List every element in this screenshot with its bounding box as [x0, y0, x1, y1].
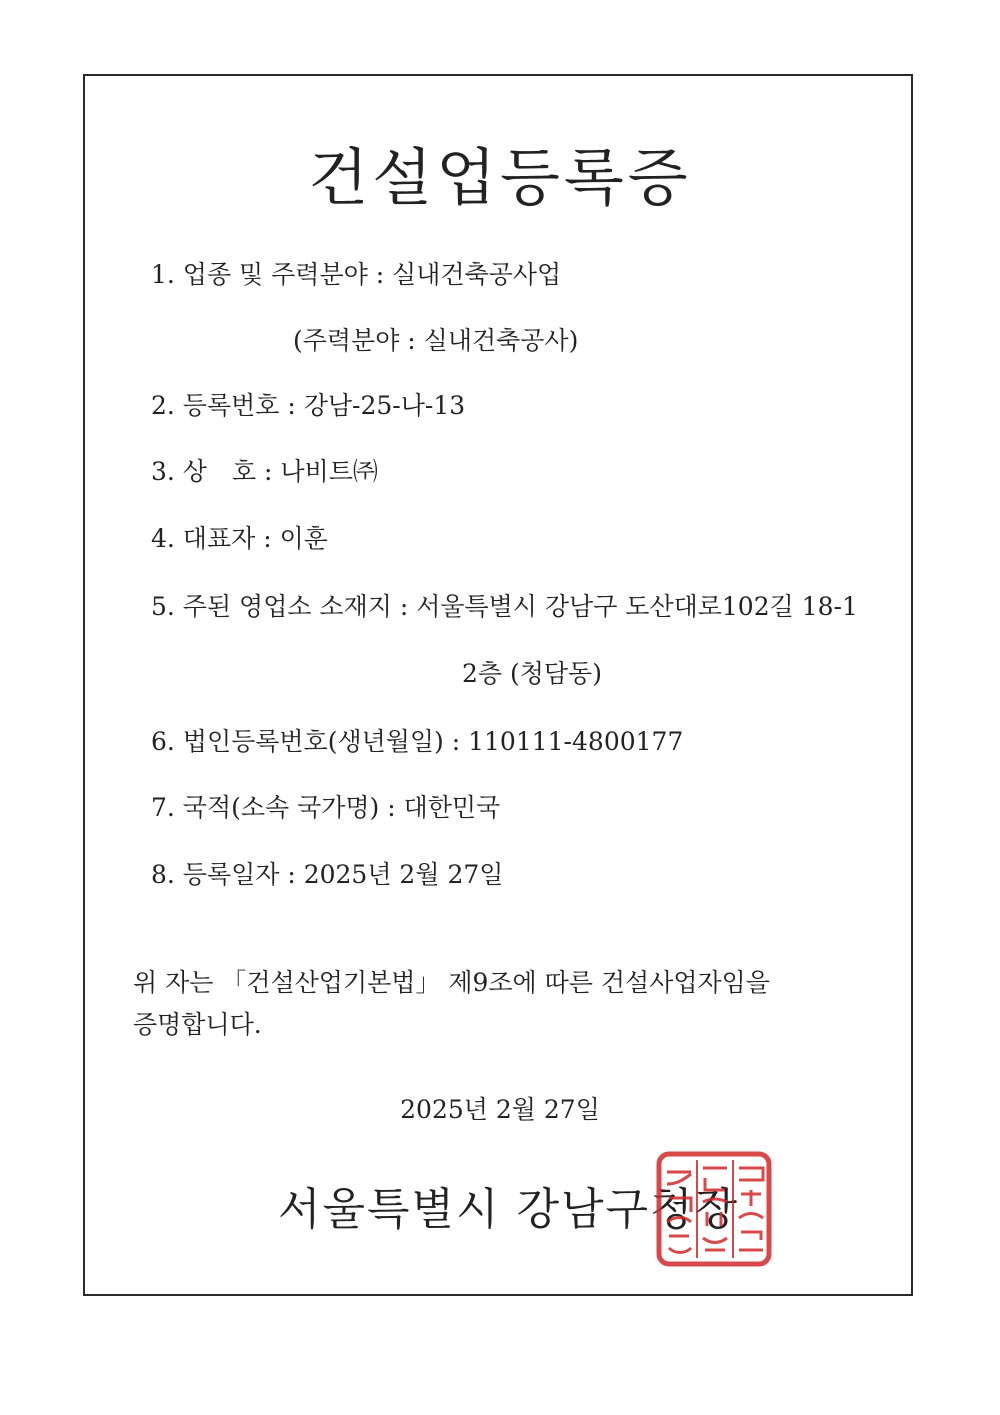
issue-date: 2025년 2월 27일 — [400, 1095, 600, 1124]
seal-shape — [659, 1154, 769, 1264]
issuer-name: 서울특별시 강남구청장 — [278, 1184, 740, 1235]
item-address-cont: 2층 (청담동) — [462, 659, 602, 688]
item-main-field: (주력분야 : 실내건축공사) — [293, 326, 579, 355]
item-business-type: 1. 업종 및 주력분야 : 실내건축공사업 — [151, 260, 562, 289]
official-seal-icon — [655, 1150, 773, 1268]
item-nationality: 7. 국적(소속 국가명) : 대한민국 — [151, 793, 501, 822]
item-representative: 4. 대표자 : 이훈 — [151, 524, 328, 553]
certification-text — [133, 962, 873, 1046]
certification-line-1: 위 자는 「건설산업기본법」 제9조에 따른 건설사업자임을 — [133, 968, 770, 997]
item-registration-date: 8. 등록일자 : 2025년 2월 27일 — [151, 860, 504, 889]
document-title: 건설업등록증 — [308, 141, 692, 214]
item-address: 5. 주된 영업소 소재지 : 서울특별시 강남구 도산대로102길 18-1 — [151, 592, 858, 621]
item-corporate-number: 6. 법인등록번호(생년월일) : 110111-4800177 — [151, 727, 684, 756]
item-registration-number: 2. 등록번호 : 강남-25-나-13 — [151, 391, 466, 420]
certification-line-2: 증명합니다. — [133, 1010, 262, 1039]
item-company-name: 3. 상 호 : 나비트㈜ — [151, 457, 378, 486]
